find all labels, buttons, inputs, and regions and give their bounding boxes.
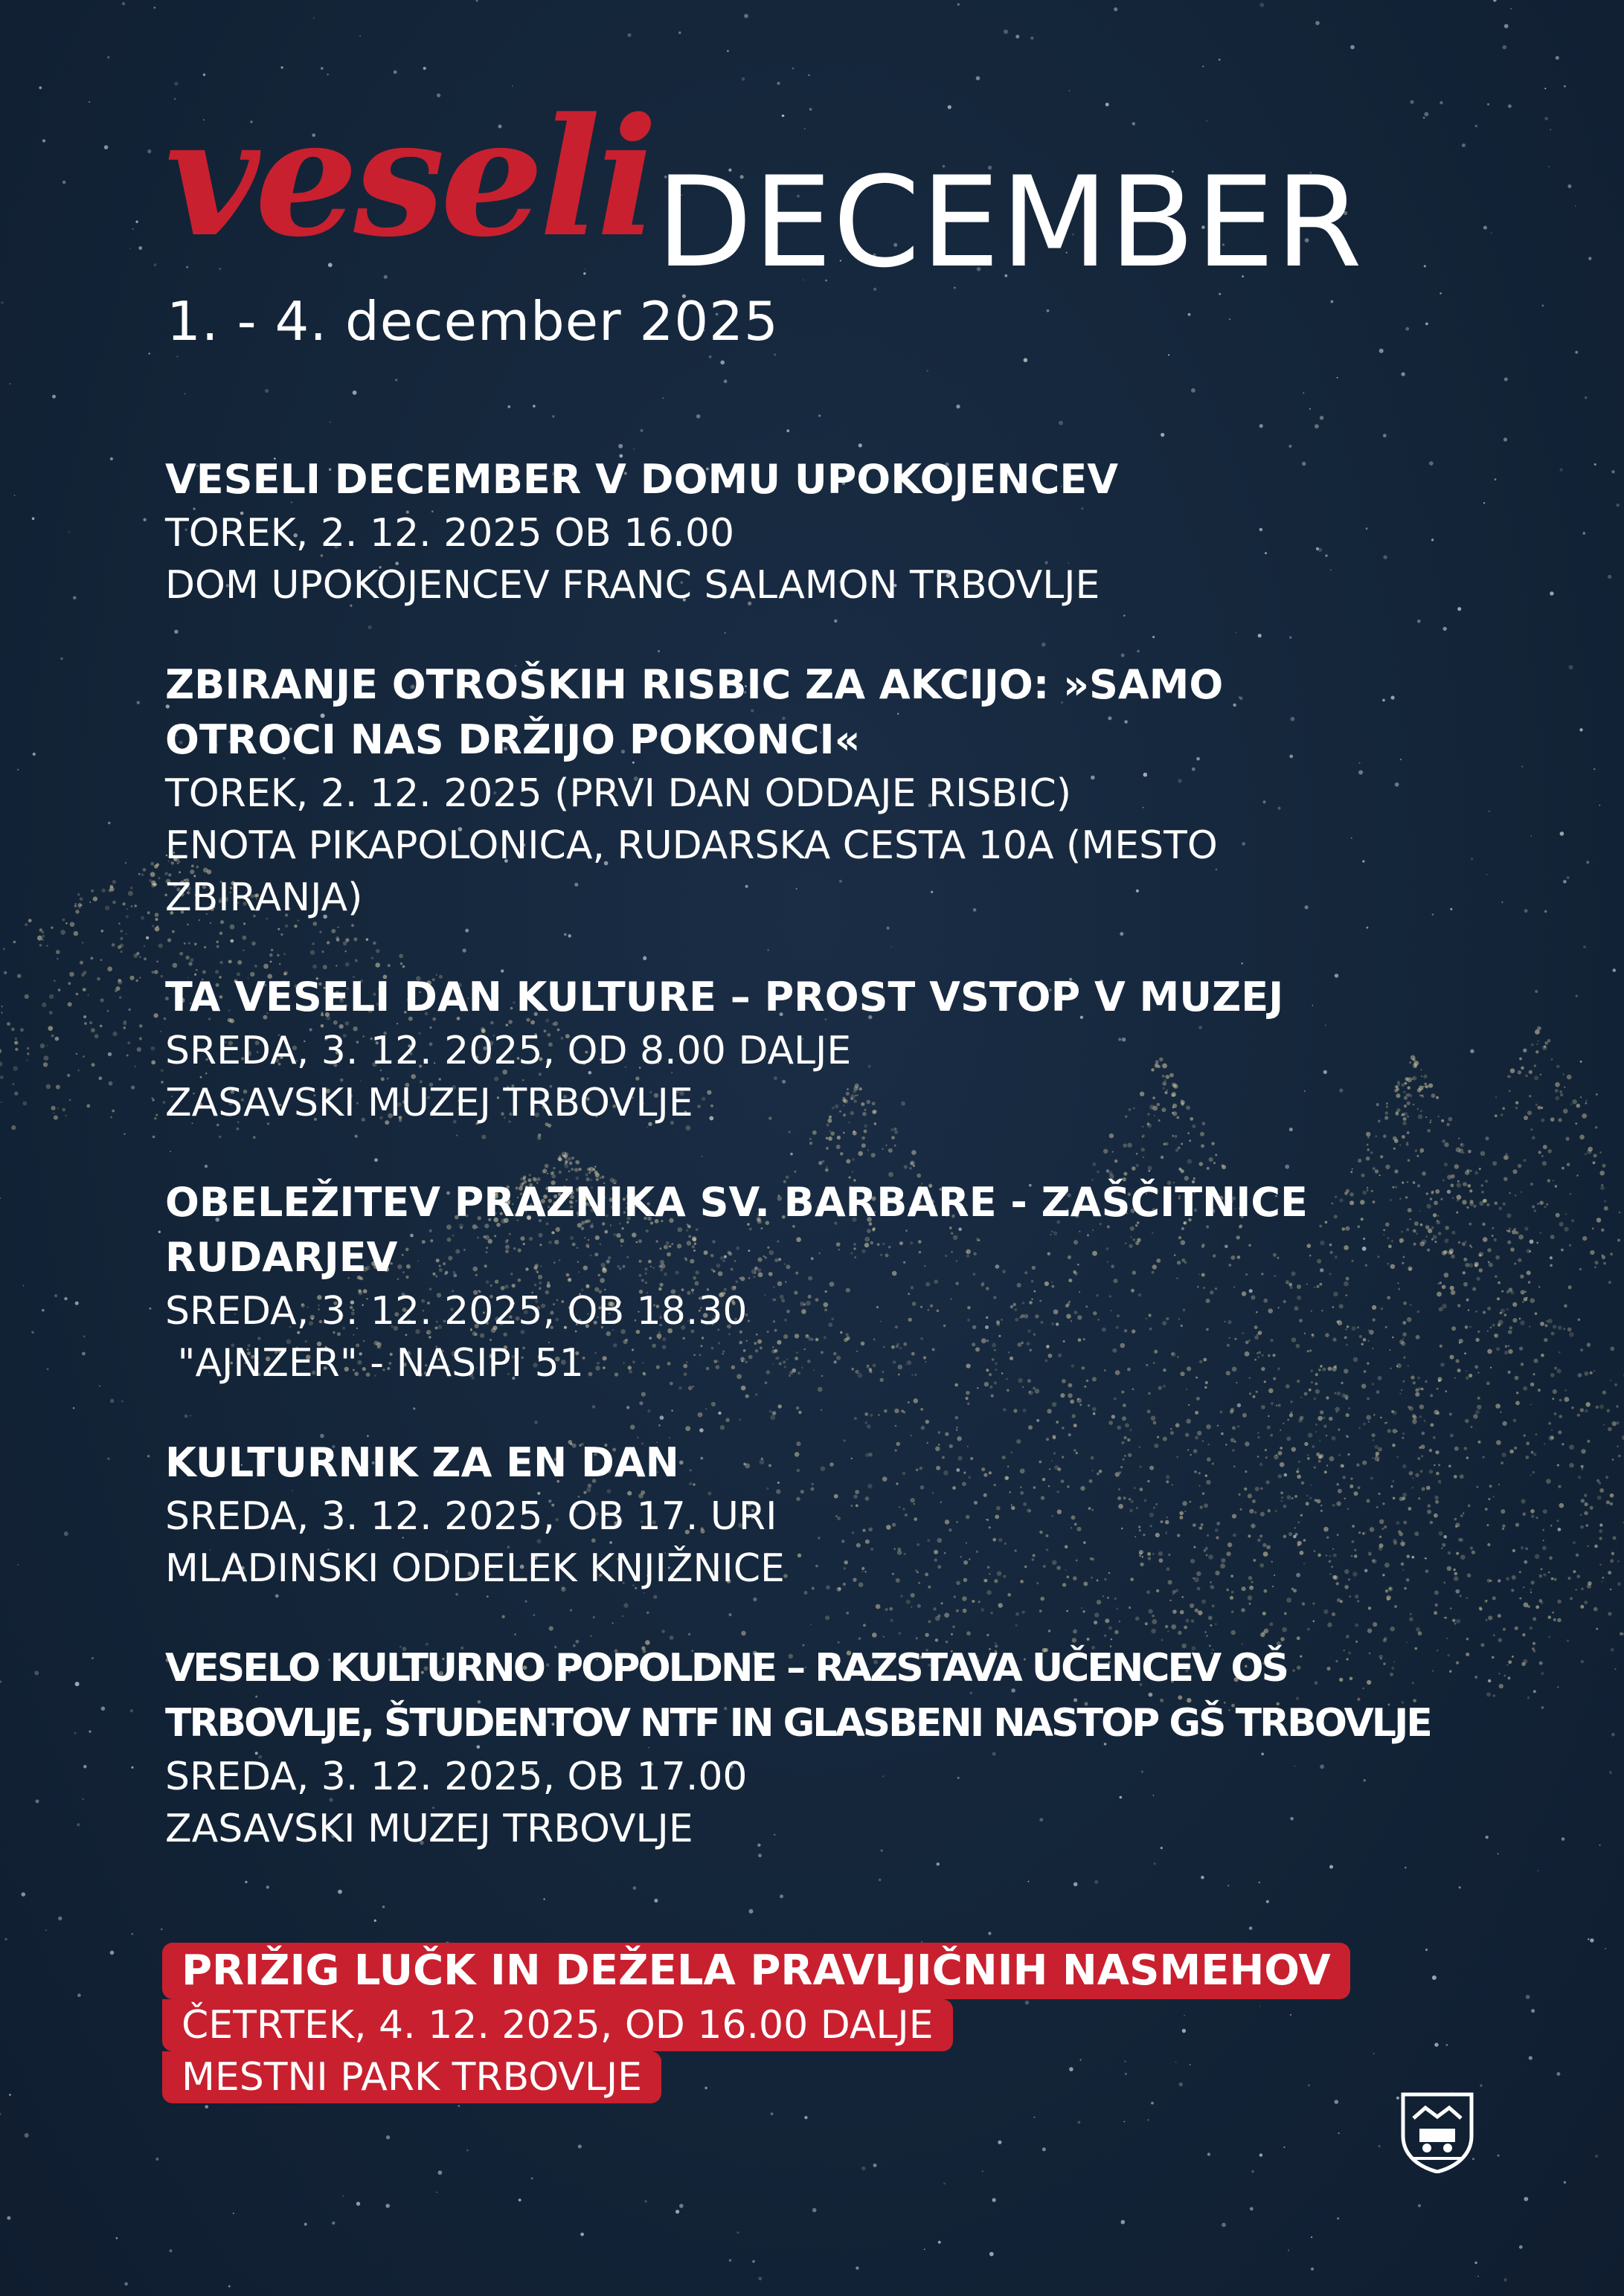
highlight-event xyxy=(162,1943,1350,2103)
event-date: SREDA, 3. 12. 2025, OB 18.30 xyxy=(165,1289,748,1334)
event-location: MLADINSKI ODDELEK KNJIŽNICE xyxy=(165,1546,785,1591)
event-date: TOREK, 2. 12. 2025 (PRVI DAN ODDAJE RISBIC) xyxy=(165,771,1072,816)
event-location: ENOTA PIKAPOLONICA, RUDARSKA CESTA 10A (MESTO xyxy=(165,823,1218,868)
event-title-line: RUDARJEV xyxy=(165,1234,398,1281)
event-date: SREDA, 3. 12. 2025, OB 17. URI xyxy=(165,1494,777,1539)
event-title-line: TA VESELI DAN KULTURE – PROST VSTOP V MUZEJ xyxy=(165,974,1284,1020)
event-date: SREDA, 3. 12. 2025, OD 8.00 DALJE xyxy=(165,1029,852,1073)
event-title-line: TRBOVLJE, ŠTUDENTOV NTF IN GLASBENI NASTOP GŠ TRBOVLJE xyxy=(165,1701,1431,1746)
event-title-line: KULTURNIK ZA EN DAN xyxy=(165,1439,679,1486)
event-title-line: OTROCI NAS DRŽIJO POKONCI« xyxy=(165,716,861,763)
event-location: "AJNZER" - NASIPI 51 xyxy=(165,1341,584,1386)
event-date: TOREK, 2. 12. 2025 OB 16.00 xyxy=(165,511,735,556)
highlight-location: MESTNI PARK TRBOVLJE xyxy=(162,2051,661,2103)
event-location: ZBIRANJA) xyxy=(165,875,363,920)
date-range: 1. - 4. december 2025 xyxy=(167,290,779,353)
event-item xyxy=(165,1641,1519,1855)
highlight-title: PRIŽIG LUČK IN DEŽELA PRAVLJIČNIH NASMEHOV xyxy=(162,1943,1350,1999)
headline-script-word: veseli xyxy=(165,83,654,273)
event-list xyxy=(165,452,1519,1901)
event-location: DOM UPOKOJENCEV FRANC SALAMON TRBOVLJE xyxy=(165,563,1100,608)
event-title xyxy=(165,1641,1519,1751)
coat-of-arms-icon xyxy=(1399,2090,1476,2173)
event-item xyxy=(165,1435,1519,1595)
event-title xyxy=(165,970,1519,1025)
headline xyxy=(165,83,1579,305)
event-title-line: VESELI DECEMBER V DOMU UPOKOJENCEV xyxy=(165,456,1118,503)
event-title-line: OBELEŽITEV PRAZNIKA SV. BARBARE - ZAŠČITNICE xyxy=(165,1179,1308,1226)
event-item xyxy=(165,970,1519,1129)
event-title xyxy=(165,452,1519,507)
event-title xyxy=(165,657,1519,768)
event-item xyxy=(165,452,1519,611)
event-title xyxy=(165,1435,1519,1491)
event-item xyxy=(165,1175,1519,1389)
event-item xyxy=(165,657,1519,924)
highlight-date: ČETRTEK, 4. 12. 2025, OD 16.00 DALJE xyxy=(162,1999,953,2051)
headline-caps-word: DECEMBER xyxy=(656,149,1364,295)
event-title xyxy=(165,1175,1519,1285)
event-date: SREDA, 3. 12. 2025, OB 17.00 xyxy=(165,1755,748,1799)
event-title-line: ZBIRANJE OTROŠKIH RISBIC ZA AKCIJO: »SAMO xyxy=(165,661,1224,708)
event-title-line: VESELO KULTURNO POPOLDNE – RAZSTAVA UČENCEV OŠ xyxy=(165,1646,1287,1691)
event-location: ZASAVSKI MUZEJ TRBOVLJE xyxy=(165,1807,693,1851)
event-location: ZASAVSKI MUZEJ TRBOVLJE xyxy=(165,1081,693,1125)
